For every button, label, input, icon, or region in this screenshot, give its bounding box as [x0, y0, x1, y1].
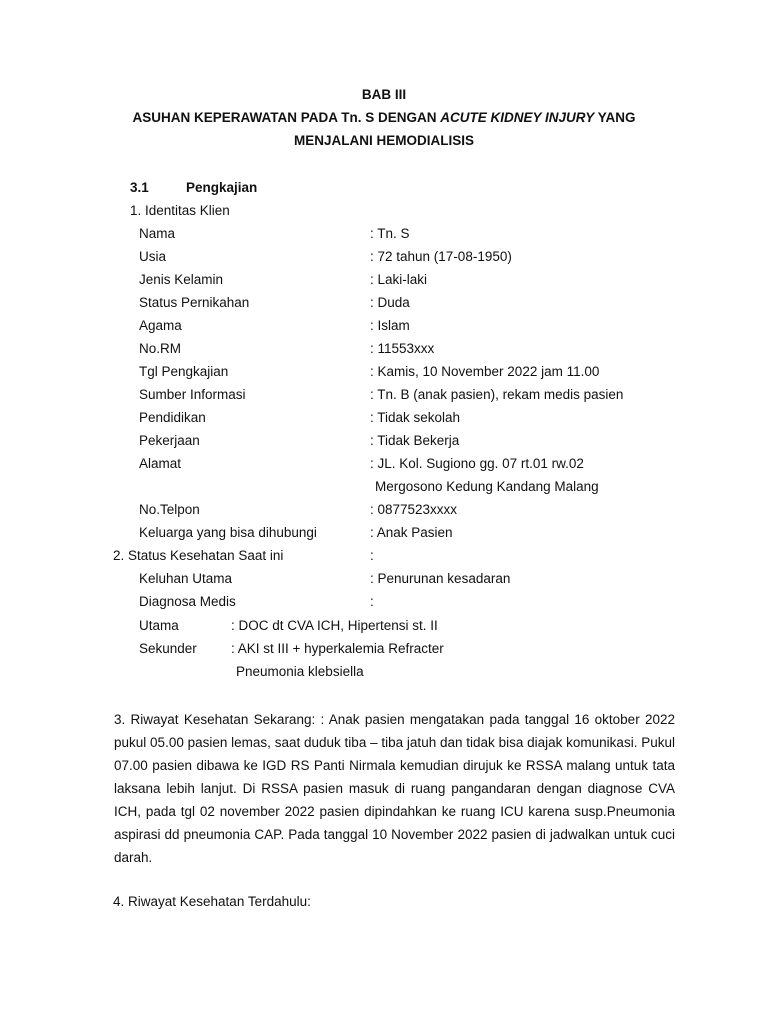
secondary-diagnosis-value-line2: Pneumonia klebsiella — [236, 664, 364, 679]
diagnosis-colon: : — [370, 594, 374, 609]
field-value-source: : Tn. B (anak pasien), rekam medis pasien — [370, 387, 624, 402]
field-label-gender: Jenis Kelamin — [139, 272, 224, 287]
primary-diagnosis-label: Utama — [139, 618, 179, 633]
field-label-education: Pendidikan — [139, 410, 206, 425]
field-value-rm: : 11553xxx — [370, 341, 435, 356]
identity-heading: 1. Identitas Klien — [130, 203, 230, 218]
field-label-address: Alamat — [139, 456, 182, 471]
current-history-paragraph: 3. Riwayat Kesehatan Sekarang: : Anak pasien mengatakan pada tanggal 16 oktober 2022 pukul 05.00 pasien lemas, saat duduk tiba – tiba jatuh dan tidak bisa diajak komunikasi. Pukul 07.00 pasien dibawa ke IGD RS Panti Nirmala kemudian dirujuk ke RSSA malang untuk tata laksana lebih lanjut. Di RSSA pasien masuk di ruang pangandaran dengan diagnose CVA ICH, pada tgl 02 november 2022 pasien dipindahkan ke ruang ICU karena susp.Pneumonia aspirasi dd pneumonia CAP. Pada tanggal 10 November 2022 pasien di jadwalkan untuk cuci darah. — [114, 712, 675, 865]
title-italic: ACUTE KIDNEY INJURY — [440, 110, 595, 125]
field-value-religion: : Islam — [370, 318, 410, 333]
health-status-heading: 2. Status Kesehatan Saat ini — [113, 548, 284, 563]
field-label-religion: Agama — [139, 318, 182, 333]
field-label-assessment-date: Tgl Pengkajian — [139, 364, 229, 379]
field-label-family-contact: Keluarga yang bisa dihubungi — [139, 525, 317, 540]
field-value-address: : JL. Kol. Sugiono gg. 07 rt.01 rw.02 — [370, 456, 584, 471]
main-complaint-value: : Penurunan kesadaran — [370, 571, 511, 586]
field-label-phone: No.Telpon — [139, 502, 200, 517]
field-value-marital: : Duda — [370, 295, 410, 310]
field-value-family-contact: : Anak Pasien — [370, 525, 453, 540]
chapter-title: BAB III — [361, 87, 407, 102]
field-value-education: : Tidak sekolah — [370, 410, 461, 425]
section-title: Pengkajian — [186, 180, 258, 195]
diagnosis-label: Diagnosa Medis — [139, 594, 236, 609]
field-value-occupation: : Tidak Bekerja — [370, 433, 460, 448]
field-value-address-line2: Mergosono Kedung Kandang Malang — [375, 479, 599, 494]
field-value-name: : Tn. S — [370, 226, 410, 241]
field-label-age: Usia — [139, 249, 167, 264]
field-value-assessment-date: : Kamis, 10 November 2022 jam 11.00 — [370, 364, 600, 379]
document-title-line2: MENJALANI HEMODIALISIS — [293, 133, 474, 148]
title-part1: ASUHAN KEPERAWATAN PADA Tn. S DENGAN — [132, 110, 441, 125]
field-label-marital: Status Pernikahan — [139, 295, 250, 310]
health-status-colon: : — [370, 548, 374, 563]
document-title — [0, 110, 768, 125]
field-value-age: : 72 tahun (17-08-1950) — [370, 249, 512, 264]
field-label-occupation: Pekerjaan — [139, 433, 200, 448]
field-label-rm: No.RM — [139, 341, 182, 356]
secondary-diagnosis-label: Sekunder — [139, 641, 197, 656]
past-history-heading: 4. Riwayat Kesehatan Terdahulu: — [113, 894, 311, 909]
primary-diagnosis-value: : DOC dt CVA ICH, Hipertensi st. II — [231, 618, 438, 633]
field-value-phone: : 0877523xxxx — [370, 502, 458, 517]
section-number: 3.1 — [130, 180, 149, 195]
field-label-source: Sumber Informasi — [139, 387, 246, 402]
main-complaint-label: Keluhan Utama — [139, 571, 233, 586]
field-value-gender: : Laki-laki — [370, 272, 428, 287]
title-part2: YANG — [594, 110, 636, 125]
secondary-diagnosis-value: : AKI st III + hyperkalemia Refracter — [231, 641, 444, 656]
field-label-name: Nama — [139, 226, 176, 241]
